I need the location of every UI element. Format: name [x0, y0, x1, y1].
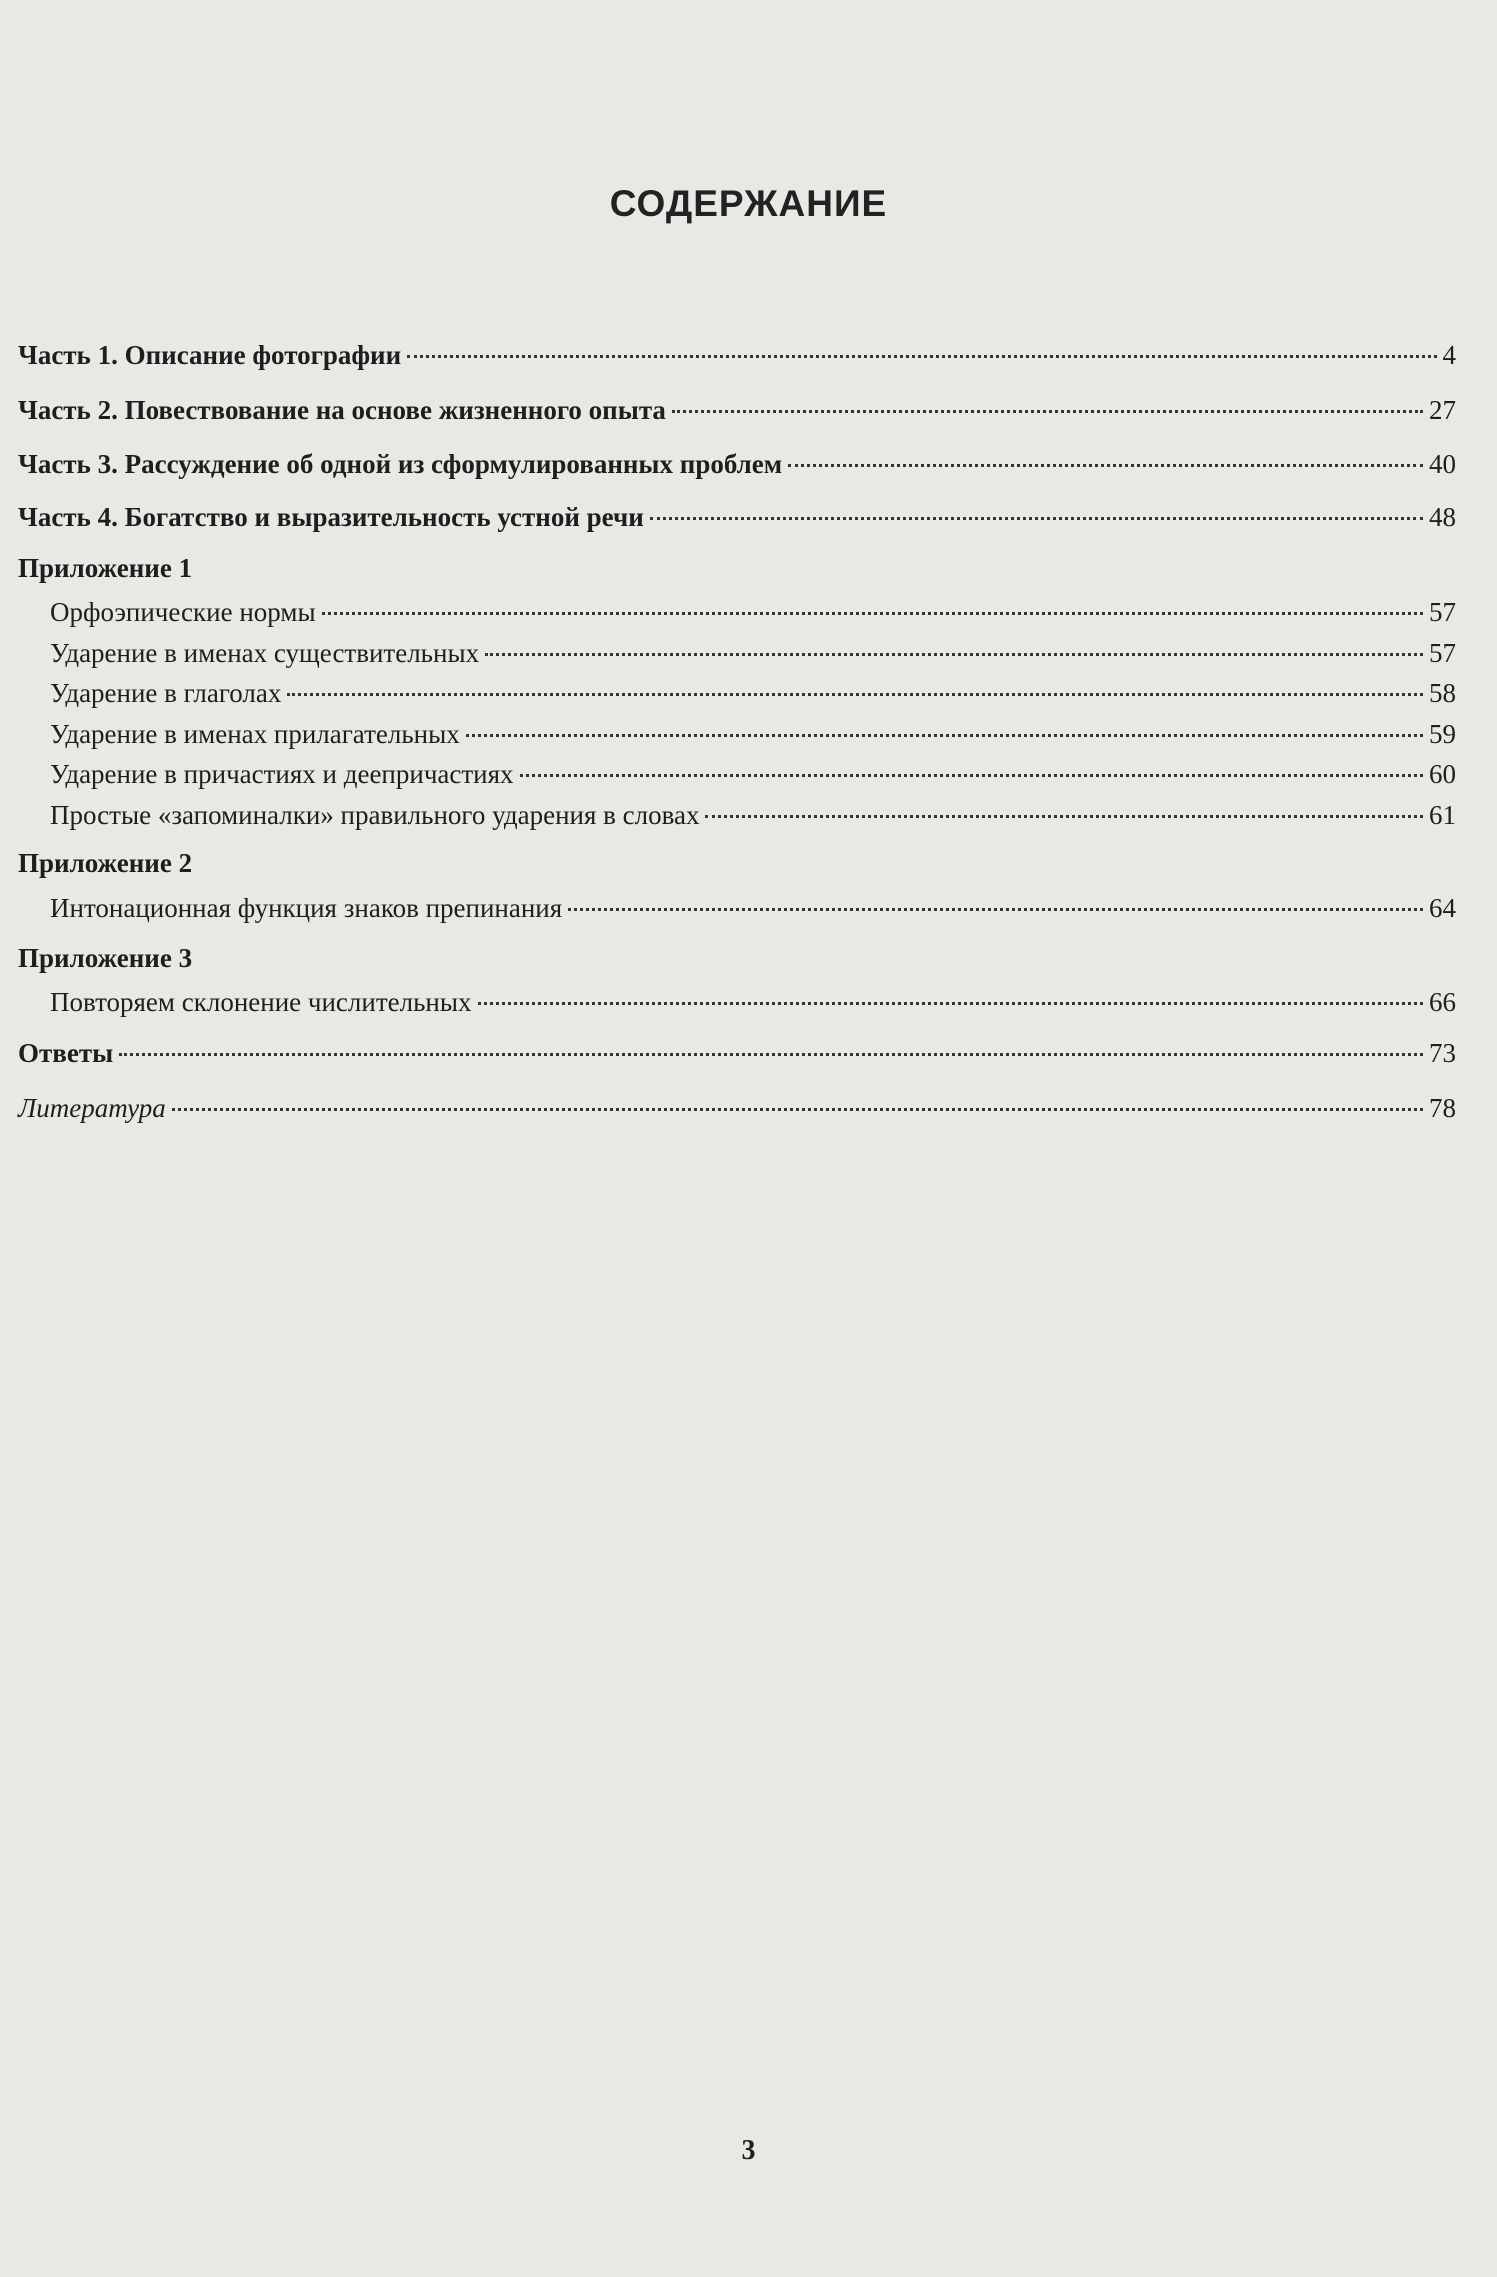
toc-entry-appendix-2-item[interactable] — [50, 890, 1456, 926]
toc-entry-label: Литература — [18, 1093, 166, 1123]
toc-entry-appendix-1-item[interactable] — [50, 756, 1456, 792]
toc-entry-part-1[interactable] — [18, 337, 1456, 373]
toc-entry-label: Орфоэпические нормы — [50, 597, 316, 627]
dot-leader — [466, 733, 1423, 737]
toc-entry-page: 64 — [1429, 893, 1456, 923]
toc-entry-appendix-1-item[interactable] — [50, 675, 1456, 711]
toc-entry-label: Повторяем склонение числительных — [50, 987, 472, 1017]
toc-entry-page: 57 — [1429, 597, 1456, 627]
dot-leader — [568, 907, 1423, 911]
toc-entry-label: Часть 2. Повествование на основе жизненного опыта — [18, 395, 666, 425]
dot-leader — [119, 1052, 1423, 1056]
dot-leader — [287, 692, 1423, 696]
toc-entry-appendix-1-item[interactable] — [50, 716, 1456, 752]
dot-leader — [172, 1107, 1423, 1111]
toc-entry-part-2[interactable] — [18, 392, 1456, 428]
page-number: 3 — [741, 2135, 756, 2166]
toc-entry-label: Ударение в глаголах — [50, 678, 282, 708]
toc-entry-page: 58 — [1429, 678, 1456, 708]
appendix-3-heading: Приложение 3 — [18, 943, 193, 973]
toc-entry-part-4[interactable] — [18, 499, 1456, 535]
toc-entry-part-3[interactable] — [18, 446, 1456, 482]
toc-entry-label: Часть 3. Рассуждение об одной из сформулированных проблем — [18, 449, 783, 479]
toc-entry-label: Ответы — [18, 1038, 114, 1068]
dot-leader — [478, 1001, 1424, 1005]
dot-leader — [322, 611, 1423, 615]
page-title: СОДЕРЖАНИЕ — [609, 183, 888, 224]
toc-entry-page: 27 — [1429, 395, 1456, 425]
toc-entry-label: Ударение в причастиях и деепричастиях — [50, 759, 514, 789]
toc-entry-page: 61 — [1429, 800, 1456, 830]
toc-entry-page: 4 — [1442, 340, 1456, 370]
dot-leader — [650, 516, 1423, 520]
toc-entry-page: 73 — [1429, 1038, 1456, 1068]
toc-entry-appendix-1-item[interactable] — [50, 594, 1456, 630]
toc-entry-label: Часть 4. Богатство и выразительность устной речи — [18, 502, 644, 532]
toc-entry-appendix-1-item[interactable] — [50, 635, 1456, 671]
toc-entry-page: 40 — [1429, 449, 1456, 479]
toc-entry-page: 66 — [1429, 987, 1456, 1017]
toc-entry-page: 57 — [1429, 638, 1456, 668]
dot-leader — [485, 652, 1423, 656]
toc-entry-label: Часть 1. Описание фотографии — [18, 340, 402, 370]
appendix-2-heading: Приложение 2 — [18, 848, 193, 878]
toc-entry-label: Простые «запоминалки» правильного ударения в словах — [50, 800, 700, 830]
toc-entry-appendix-3-item[interactable] — [50, 984, 1456, 1020]
toc-entry-page: 60 — [1429, 759, 1456, 789]
toc-entry-appendix-1-item[interactable] — [50, 797, 1456, 833]
dot-leader — [705, 814, 1423, 818]
toc-entry-label: Интонационная функция знаков препинания — [50, 893, 563, 923]
toc-entry-page: 59 — [1429, 719, 1456, 749]
toc-entry-label: Ударение в именах прилагательных — [50, 719, 460, 749]
dot-leader — [672, 409, 1423, 413]
appendix-1-heading: Приложение 1 — [18, 553, 193, 583]
dot-leader — [788, 463, 1423, 467]
toc-entry-label: Ударение в именах существительных — [50, 638, 480, 668]
toc-entry-page: 48 — [1429, 502, 1456, 532]
toc-entry-literature[interactable] — [18, 1090, 1456, 1126]
toc-entry-answers[interactable] — [18, 1035, 1456, 1071]
dot-leader — [407, 354, 1436, 358]
dot-leader — [520, 773, 1423, 777]
toc-entry-page: 78 — [1429, 1093, 1456, 1123]
